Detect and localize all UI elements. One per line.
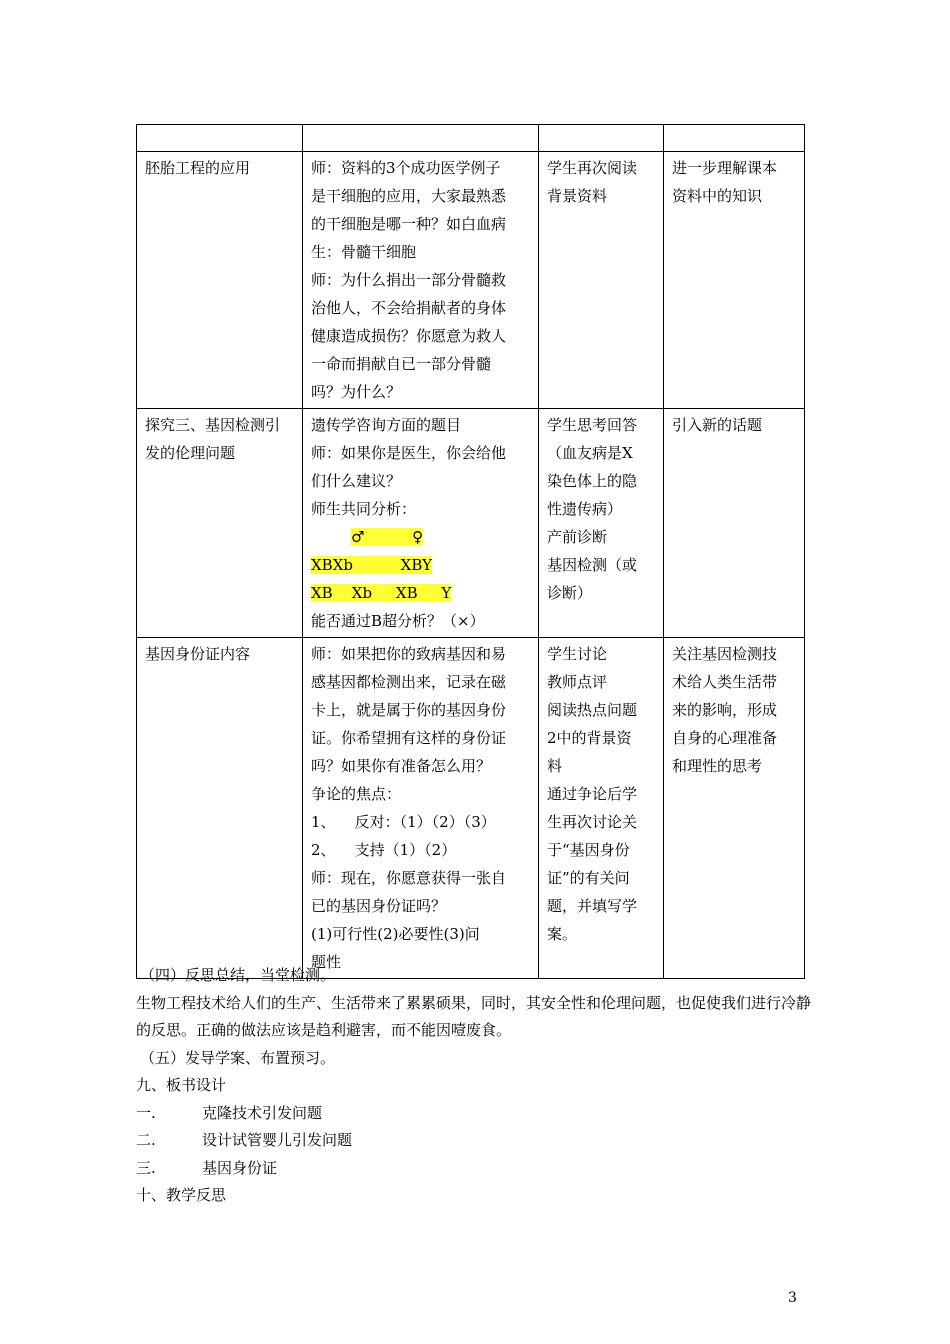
section-5-title: （五）发导学案、布置预习。 xyxy=(140,1048,336,1067)
outline-item xyxy=(136,1127,816,1155)
gamete-genotypes: XB Xb XB Y xyxy=(311,584,452,602)
topic-cell xyxy=(137,409,303,638)
purpose-line: 自身的心理准备 xyxy=(672,729,778,747)
student-line: 于“基因身份 xyxy=(547,841,630,859)
purpose-line: 关注基因检测技 xyxy=(672,645,778,663)
student-line: 题，并填写学 xyxy=(547,897,638,915)
lesson-table xyxy=(136,124,805,979)
outline-number: 二. xyxy=(136,1131,156,1149)
outline-number: 一. xyxy=(136,1103,156,1122)
student-line: 阅读热点问题 xyxy=(547,701,638,719)
student-line: 染色体上的隐 xyxy=(547,472,638,490)
teacher-line: 吗？为什么？ xyxy=(311,383,402,401)
student-line: 证”的有关问 xyxy=(547,869,630,887)
section-10-title: 十、教学反思 xyxy=(136,1186,227,1204)
topic-line: 基因身份证内容 xyxy=(145,645,251,663)
student-line: 教师点评 xyxy=(547,673,608,691)
student-line: 背景资料 xyxy=(547,187,608,205)
student-line: 2中的背景资 xyxy=(547,729,632,747)
teacher-line: 1、 反对：（1）（2）（3） xyxy=(311,813,496,831)
teacher-line: 2、 支持（1）（2） xyxy=(311,841,457,859)
student-cell xyxy=(539,152,664,409)
parent-sex-symbols: ♂ ♀ xyxy=(351,528,424,546)
teacher-line: 师：现在，你愿意获得一张自 xyxy=(311,869,507,887)
outline-item xyxy=(136,1155,816,1183)
student-cell xyxy=(539,638,664,979)
teacher-cell xyxy=(303,152,539,409)
teacher-line: 师：如果你是医生，你会给他 xyxy=(311,444,507,462)
outline-number: 三. xyxy=(136,1158,156,1177)
teacher-line: 卡上，就是属于你的基因身份 xyxy=(311,701,507,719)
purpose-line: 术给人类生活带 xyxy=(672,673,778,691)
teacher-line: 能否通过B超分析？（×） xyxy=(311,612,485,630)
teacher-line: 治他人，不会给捐献者的身体 xyxy=(311,299,507,317)
topic-line: 发的伦理问题 xyxy=(145,444,236,462)
post-table-text xyxy=(136,962,816,1210)
teacher-line: 健康造成损伤？你愿意为救人 xyxy=(311,327,507,345)
outline-text: 基因身份证 xyxy=(202,1158,278,1177)
student-line: 案。 xyxy=(547,925,578,943)
teacher-line: 证。你希望拥有这样的身份证 xyxy=(311,729,507,747)
teacher-line: 题性 xyxy=(311,953,342,971)
section-9-title: 九、板书设计 xyxy=(136,1076,227,1094)
teacher-line: 生：骨髓干细胞 xyxy=(311,243,417,261)
teacher-line: 已的基因身份证吗？ xyxy=(311,897,447,915)
topic-line: 探究三、基因检测引 xyxy=(145,416,281,434)
student-line: 通过争论后学 xyxy=(547,785,638,803)
parent-genotypes: XBXb XBY xyxy=(311,556,433,574)
teacher-line: (1)可行性(2)必要性(3)问 xyxy=(311,925,480,943)
topic-cell xyxy=(137,638,303,979)
teacher-line: 感基因都检测出来，记录在磁 xyxy=(311,673,507,691)
student-cell xyxy=(539,409,664,638)
table-row xyxy=(137,409,805,638)
teacher-line: 遗传学咨询方面的题目 xyxy=(311,416,462,434)
table-row xyxy=(137,152,805,409)
purpose-line: 进一步理解课本 xyxy=(672,159,778,177)
purpose-cell xyxy=(664,409,805,638)
purpose-line: 和理性的思考 xyxy=(672,757,763,775)
student-line: 性遗传病） xyxy=(547,500,623,518)
topic-cell xyxy=(137,152,303,409)
teacher-line: 是干细胞的应用，大家最熟悉 xyxy=(311,187,507,205)
teacher-line: 师：资料的3个成功医学例子 xyxy=(311,159,501,177)
page-number: 3 xyxy=(788,1290,797,1306)
table-header-row xyxy=(137,125,805,152)
teacher-line: 师：如果把你的致病基因和易 xyxy=(311,645,507,663)
purpose-line: 来的影响，形成 xyxy=(672,701,778,719)
student-line: 学生再次阅读 xyxy=(547,159,638,177)
purpose-cell xyxy=(664,638,805,979)
purpose-line: 资料中的知识 xyxy=(672,187,763,205)
teacher-cell xyxy=(303,638,539,979)
table-row xyxy=(137,638,805,979)
teacher-line: 争论的焦点： xyxy=(311,785,402,803)
outline-text: 克隆技术引发问题 xyxy=(202,1103,323,1122)
student-line: 产前诊断 xyxy=(547,528,608,546)
teacher-line: 师：为什么捐出一部分骨髓救 xyxy=(311,271,507,289)
teacher-line: 师生共同分析： xyxy=(311,500,417,518)
teacher-cell xyxy=(303,409,539,638)
outline-item xyxy=(136,1100,816,1128)
section-4-title: （四）反思总结，当堂检测。 xyxy=(140,966,336,984)
outline-text: 设计试管婴儿引发问题 xyxy=(202,1131,353,1149)
student-line: 基因检测（或 xyxy=(547,556,638,574)
student-line: 生再次讨论关 xyxy=(547,813,638,831)
student-line: 学生讨论 xyxy=(547,645,608,663)
teacher-line: 一命而捐献自已一部分骨髓 xyxy=(311,355,492,373)
teacher-line: 们什么建议？ xyxy=(311,472,402,490)
student-line: 学生思考回答 xyxy=(547,416,638,434)
student-line: 诊断） xyxy=(547,584,593,602)
teacher-line: 的干细胞是哪一种？如白血病 xyxy=(311,215,507,233)
purpose-line: 引入新的话题 xyxy=(672,416,763,434)
student-line: （血友病是X xyxy=(547,444,633,462)
topic-line: 胚胎工程的应用 xyxy=(145,159,251,177)
section-4-body: 生物工程技术给人们的生产、生活带来了累累硕果，同时，其安全性和伦理问题，也促使我们进行冷静的反思。正确的做法应该是趋利避害，而不能因噎废食。 xyxy=(136,993,812,1039)
teacher-line: 吗？如果你有准备怎么用？ xyxy=(311,757,492,775)
student-line: 料 xyxy=(547,757,563,775)
purpose-cell xyxy=(664,152,805,409)
genetics-diagram xyxy=(311,523,530,607)
